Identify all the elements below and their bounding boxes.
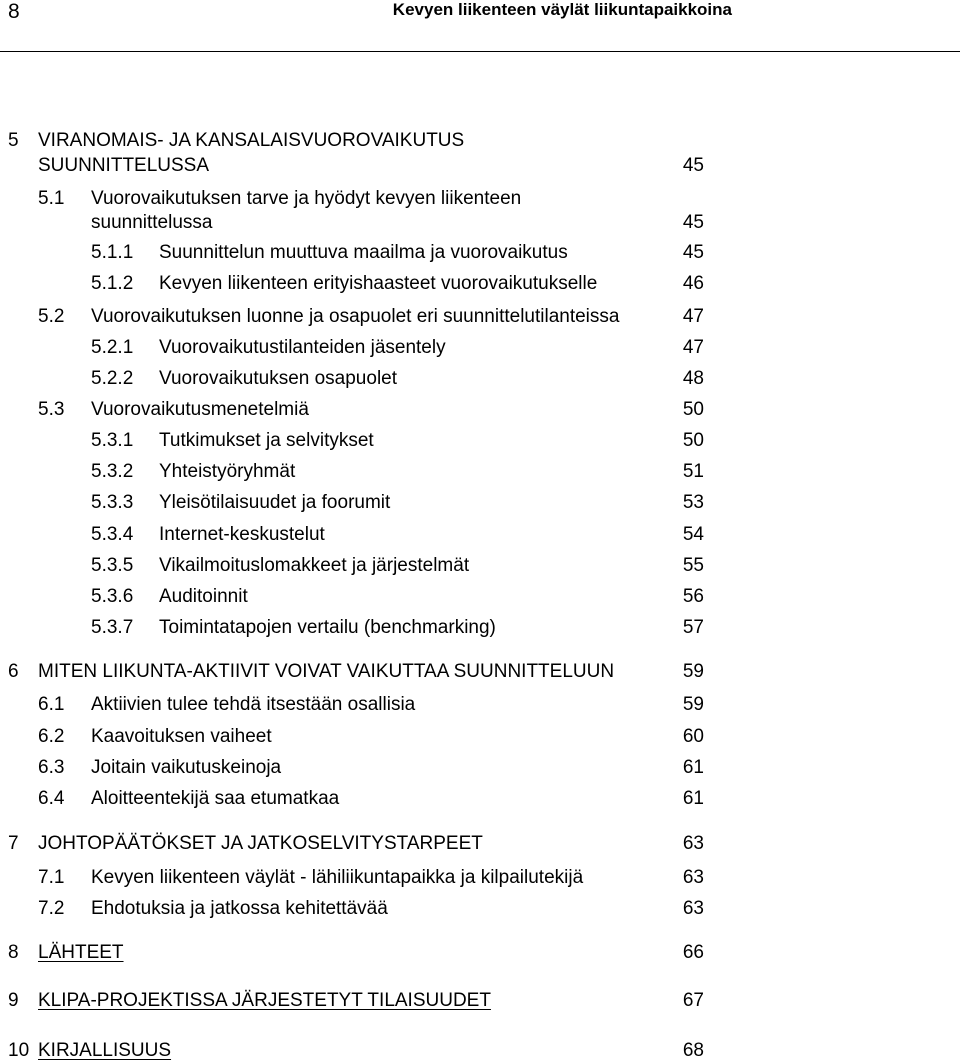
toc-page: 63: [682, 898, 704, 919]
toc-page: 59: [682, 694, 704, 715]
toc-number: 6.3: [38, 757, 65, 778]
toc-title: KLIPA-PROJEKTISSA JÄRJESTETYT TILAISUUDET: [38, 990, 491, 1011]
toc-page: 48: [682, 368, 704, 389]
toc-number: 5.3.5: [91, 555, 134, 576]
toc-title: Tutkimukset ja selvitykset: [159, 430, 374, 451]
toc-number: 5.3.4: [91, 524, 134, 545]
toc-page: 45: [682, 242, 704, 263]
toc-number: 8: [8, 942, 19, 963]
toc-number: 5.3.6: [91, 586, 134, 607]
toc-title: Kevyen liikenteen erityishaasteet vuorovaikutukselle: [159, 273, 598, 294]
toc-title: Vuorovaikutuksen osapuolet: [159, 368, 398, 389]
toc-title: MITEN LIIKUNTA-AKTIIVIT VOIVAT VAIKUTTAA SUUNNITTELUUN: [38, 661, 615, 682]
toc-page: 63: [682, 833, 704, 854]
toc-title: Vuorovaikutusmenetelmiä: [91, 399, 309, 420]
toc-number: 7.1: [38, 867, 65, 888]
toc-title: Joitain vaikutuskeinoja: [91, 757, 282, 778]
toc-title: suunnittelussa: [91, 212, 213, 233]
toc-page: 53: [682, 492, 704, 513]
toc-number: 5.3: [38, 399, 65, 420]
toc-title: Auditoinnit: [159, 586, 248, 607]
toc-number: 9: [8, 990, 19, 1011]
toc-number: 5.1: [38, 188, 65, 209]
toc-page: 67: [682, 990, 704, 1011]
toc-title: SUUNNITTELUSSA: [38, 155, 210, 176]
toc-number: 5: [8, 130, 19, 151]
toc-title: Vuorovaikutustilanteiden jäsentely: [159, 337, 446, 358]
toc-page: 47: [682, 306, 704, 327]
toc-title: Yleisötilaisuudet ja foorumit: [159, 492, 391, 513]
toc-title: Vikailmoituslomakkeet ja järjestelmät: [159, 555, 470, 576]
toc-number: 7: [8, 833, 19, 854]
toc-title: JOHTOPÄÄTÖKSET JA JATKOSELVITYSTARPEET: [38, 833, 483, 854]
toc-number: 6.4: [38, 788, 65, 809]
toc-number: 5.1.1: [91, 242, 134, 263]
toc-number: 5.2.2: [91, 368, 134, 389]
page-header: [0, 0, 960, 52]
toc-page: 56: [682, 586, 704, 607]
toc-number: 5.3.7: [91, 617, 134, 638]
toc-title: Kevyen liikenteen väylät - lähiliikuntapaikka ja kilpailutekijä: [91, 867, 584, 888]
toc-page: 55: [682, 555, 704, 576]
toc-number: 5.2: [38, 306, 65, 327]
toc-page: 57: [682, 617, 704, 638]
toc-page: 61: [682, 757, 704, 778]
page-number: 8: [8, 0, 20, 23]
toc-page: 50: [682, 430, 704, 451]
toc-page: 60: [682, 726, 704, 747]
toc-page: 51: [682, 461, 704, 482]
toc-page: 68: [682, 1040, 704, 1061]
toc-title: Vuorovaikutuksen luonne ja osapuolet eri suunnittelutilanteissa: [91, 306, 620, 327]
toc-title: Aloitteentekijä saa etumatkaa: [91, 788, 340, 809]
toc-title: Vuorovaikutuksen tarve ja hyödyt kevyen liikenteen: [91, 188, 522, 209]
toc-page: 61: [682, 788, 704, 809]
toc-number: 5.2.1: [91, 337, 134, 358]
running-title: Kevyen liikenteen väylät liikuntapaikkoina: [392, 0, 732, 19]
toc-number: 5.3.3: [91, 492, 134, 513]
toc-page: 59: [682, 661, 704, 682]
toc-title: Aktiivien tulee tehdä itsestään osallisia: [91, 694, 416, 715]
toc-page: 66: [682, 942, 704, 963]
toc-title: VIRANOMAIS- JA KANSALAISVUOROVAIKUTUS: [38, 130, 465, 151]
toc-number: 7.2: [38, 898, 65, 919]
toc-number: 6.1: [38, 694, 65, 715]
toc-number: 10: [8, 1040, 30, 1061]
toc-page: 45: [682, 155, 704, 176]
toc-title: Ehdotuksia ja jatkossa kehitettävää: [91, 898, 388, 919]
toc-number: 6: [8, 661, 19, 682]
header-rule: [0, 51, 960, 52]
toc-number: 6.2: [38, 726, 65, 747]
toc-page: 46: [682, 273, 704, 294]
toc-number: 5.1.2: [91, 273, 134, 294]
toc-title: LÄHTEET: [38, 942, 124, 963]
toc-page: 50: [682, 399, 704, 420]
toc-number: 5.3.1: [91, 430, 134, 451]
toc-title: Kaavoituksen vaiheet: [91, 726, 272, 747]
toc-page: 54: [682, 524, 704, 545]
toc-page: 63: [682, 867, 704, 888]
toc-page: 47: [682, 337, 704, 358]
toc-title: KIRJALLISUUS: [38, 1040, 172, 1061]
toc-title: Internet-keskustelut: [159, 524, 325, 545]
toc-number: 5.3.2: [91, 461, 134, 482]
toc-page: 45: [682, 212, 704, 233]
toc-title: Yhteistyöryhmät: [159, 461, 296, 482]
toc-title: Suunnittelun muuttuva maailma ja vuorovaikutus: [159, 242, 568, 263]
toc-title: Toimintatapojen vertailu (benchmarking): [159, 617, 496, 638]
